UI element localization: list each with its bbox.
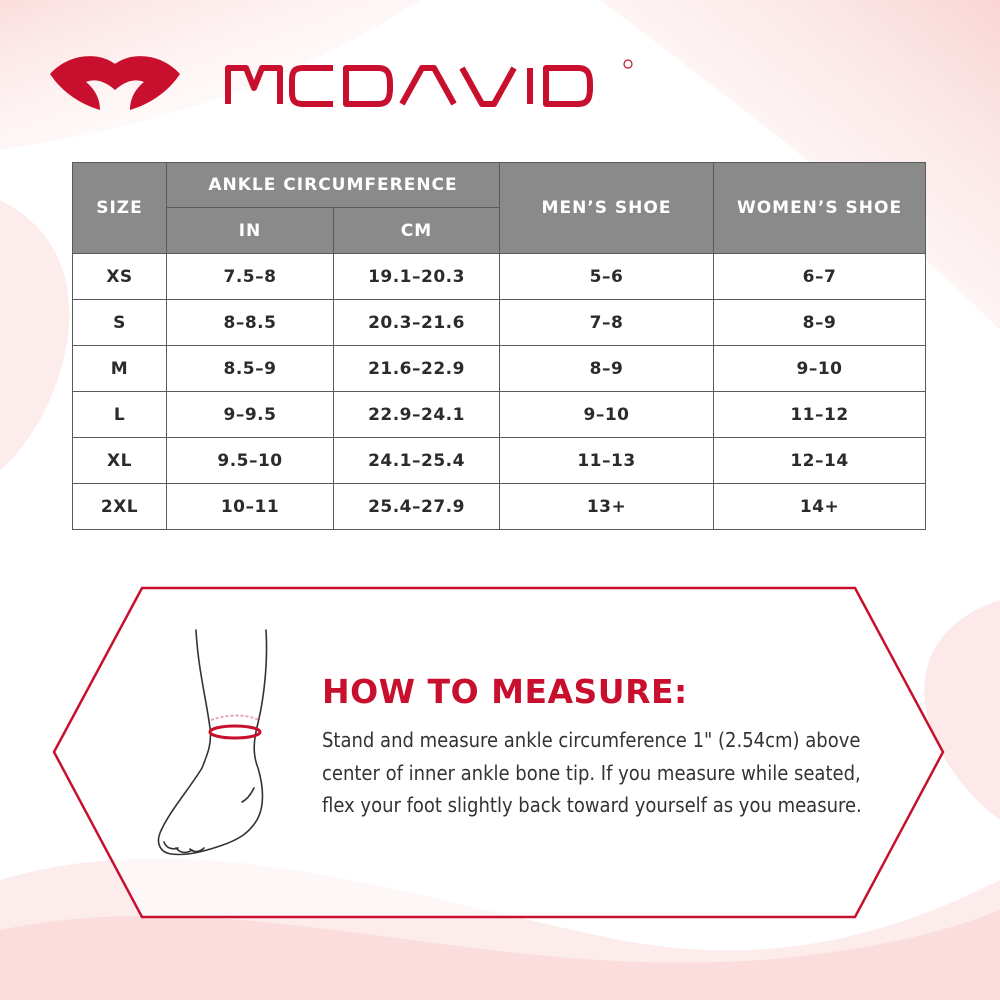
cell-cm: 21.6–22.9 [334, 346, 500, 392]
cell-in: 8–8.5 [167, 300, 334, 346]
size-chart-table [72, 162, 926, 530]
header-cm: CM [334, 208, 500, 254]
cell-size: XS [73, 254, 167, 300]
cell-cm: 19.1–20.3 [334, 254, 500, 300]
table-row [73, 300, 926, 346]
cell-size: S [73, 300, 167, 346]
cell-in: 8.5–9 [167, 346, 334, 392]
cell-cm: 25.4–27.9 [334, 484, 500, 530]
cell-mens: 13+ [500, 484, 714, 530]
cell-womens: 6–7 [714, 254, 926, 300]
cell-mens: 9–10 [500, 392, 714, 438]
cell-womens: 14+ [714, 484, 926, 530]
cell-womens: 12–14 [714, 438, 926, 484]
cell-womens: 11–12 [714, 392, 926, 438]
how-to-measure-title: HOW TO MEASURE: [322, 672, 688, 711]
cell-in: 9.5–10 [167, 438, 334, 484]
header-size: SIZE [73, 163, 167, 254]
cell-size: 2XL [73, 484, 167, 530]
header-mens-shoe: MEN’S SHOE [500, 163, 714, 254]
cell-in: 10–11 [167, 484, 334, 530]
table-row [73, 346, 926, 392]
table-row [73, 254, 926, 300]
cell-size: XL [73, 438, 167, 484]
cell-mens: 5–6 [500, 254, 714, 300]
foot-measure-illustration-icon [150, 628, 280, 858]
cell-mens: 11–13 [500, 438, 714, 484]
cell-cm: 22.9–24.1 [334, 392, 500, 438]
cell-cm: 24.1–25.4 [334, 438, 500, 484]
cell-mens: 7–8 [500, 300, 714, 346]
cell-size: M [73, 346, 167, 392]
how-to-measure-text: Stand and measure ankle circumference 1" (2.54cm) above center of inner ankle bone tip. If you measure while seated, flex your foot slightly back toward yourself as you measure. [322, 728, 862, 817]
cell-womens: 9–10 [714, 346, 926, 392]
table-row [73, 392, 926, 438]
header-in: IN [167, 208, 334, 254]
cell-size: L [73, 392, 167, 438]
table-row [73, 438, 926, 484]
cell-in: 7.5–8 [167, 254, 334, 300]
mcdavid-logo [48, 50, 638, 114]
cell-in: 9–9.5 [167, 392, 334, 438]
cell-womens: 8–9 [714, 300, 926, 346]
header-womens-shoe: WOMEN’S SHOE [714, 163, 926, 254]
header-ankle-circumference: ANKLE CIRCUMFERENCE [167, 163, 500, 208]
cell-cm: 20.3–21.6 [334, 300, 500, 346]
cell-mens: 8–9 [500, 346, 714, 392]
table-row [73, 484, 926, 530]
